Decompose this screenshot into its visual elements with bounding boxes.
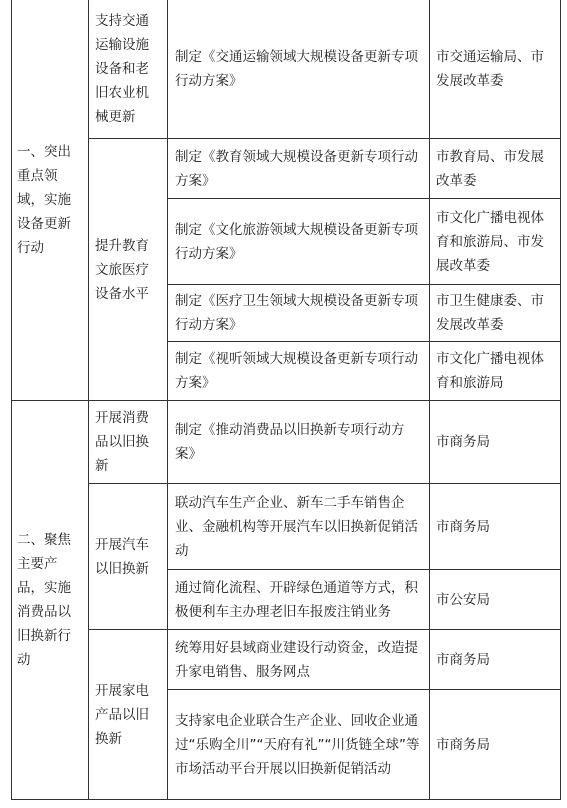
subcategory-cell: 开展家电产品以旧换新 bbox=[89, 630, 168, 800]
department-cell: 市文化广播电视体育和旅游局 bbox=[430, 342, 561, 401]
task-cell: 制定《医疗卫生领域大规模设备更新专项行动方案》 bbox=[168, 285, 430, 342]
subcategory-cell: 支持交通运输设施设备和老旧农业机械更新 bbox=[89, 0, 168, 139]
department-cell: 市公安局 bbox=[430, 570, 561, 630]
department-cell: 市交通运输局、市发展改革委 bbox=[430, 0, 561, 139]
department-cell: 市卫生健康委、市发展改革委 bbox=[430, 285, 561, 342]
department-cell: 市文化广播电视体育和旅游局、市发展改革委 bbox=[430, 199, 561, 285]
table-row bbox=[12, 0, 561, 139]
policy-task-table bbox=[11, 0, 561, 800]
task-cell: 制定《交通运输领域大规模设备更新专项行动方案》 bbox=[168, 0, 430, 139]
table-row bbox=[12, 630, 561, 690]
task-cell: 制定《推动消费品以旧换新专项行动方案》 bbox=[168, 401, 430, 484]
task-cell: 制定《教育领域大规模设备更新专项行动方案》 bbox=[168, 139, 430, 199]
subcategory-cell: 开展消费品以旧换新 bbox=[89, 401, 168, 484]
task-cell: 统筹用好县域商业建设行动资金，改造提升家电销售、服务网点 bbox=[168, 630, 430, 690]
task-cell: 制定《文化旅游领域大规模设备更新专项行动方案》 bbox=[168, 199, 430, 285]
task-cell: 支持家电企业联合生产企业、回收企业通过“乐购全川”“天府有礼”“川货链全球”等市场活动平台开展以旧换新促销活动 bbox=[168, 690, 430, 800]
category-cell: 二、聚焦主要产品，实施消费品以旧换新行动 bbox=[12, 401, 89, 800]
department-cell: 市商务局 bbox=[430, 401, 561, 484]
table-row bbox=[12, 139, 561, 199]
department-cell: 市商务局 bbox=[430, 484, 561, 570]
department-cell: 市商务局 bbox=[430, 690, 561, 800]
subcategory-cell: 提升教育文旅医疗设备水平 bbox=[89, 139, 168, 401]
task-cell: 制定《视听领域大规模设备更新专项行动方案》 bbox=[168, 342, 430, 401]
table-row bbox=[12, 484, 561, 570]
table-row bbox=[12, 401, 561, 484]
task-cell: 联动汽车生产企业、新车二手车销售企业、金融机构等开展汽车以旧换新促销活动 bbox=[168, 484, 430, 570]
table-body bbox=[12, 0, 561, 800]
task-cell: 通过简化流程、开辟绿色通道等方式，积极便利车主办理老旧车报废注销业务 bbox=[168, 570, 430, 630]
department-cell: 市商务局 bbox=[430, 630, 561, 690]
department-cell: 市教育局、市发展改革委 bbox=[430, 139, 561, 199]
category-cell: 一、突出重点领域，实施设备更新行动 bbox=[12, 0, 89, 401]
subcategory-cell: 开展汽车以旧换新 bbox=[89, 484, 168, 630]
